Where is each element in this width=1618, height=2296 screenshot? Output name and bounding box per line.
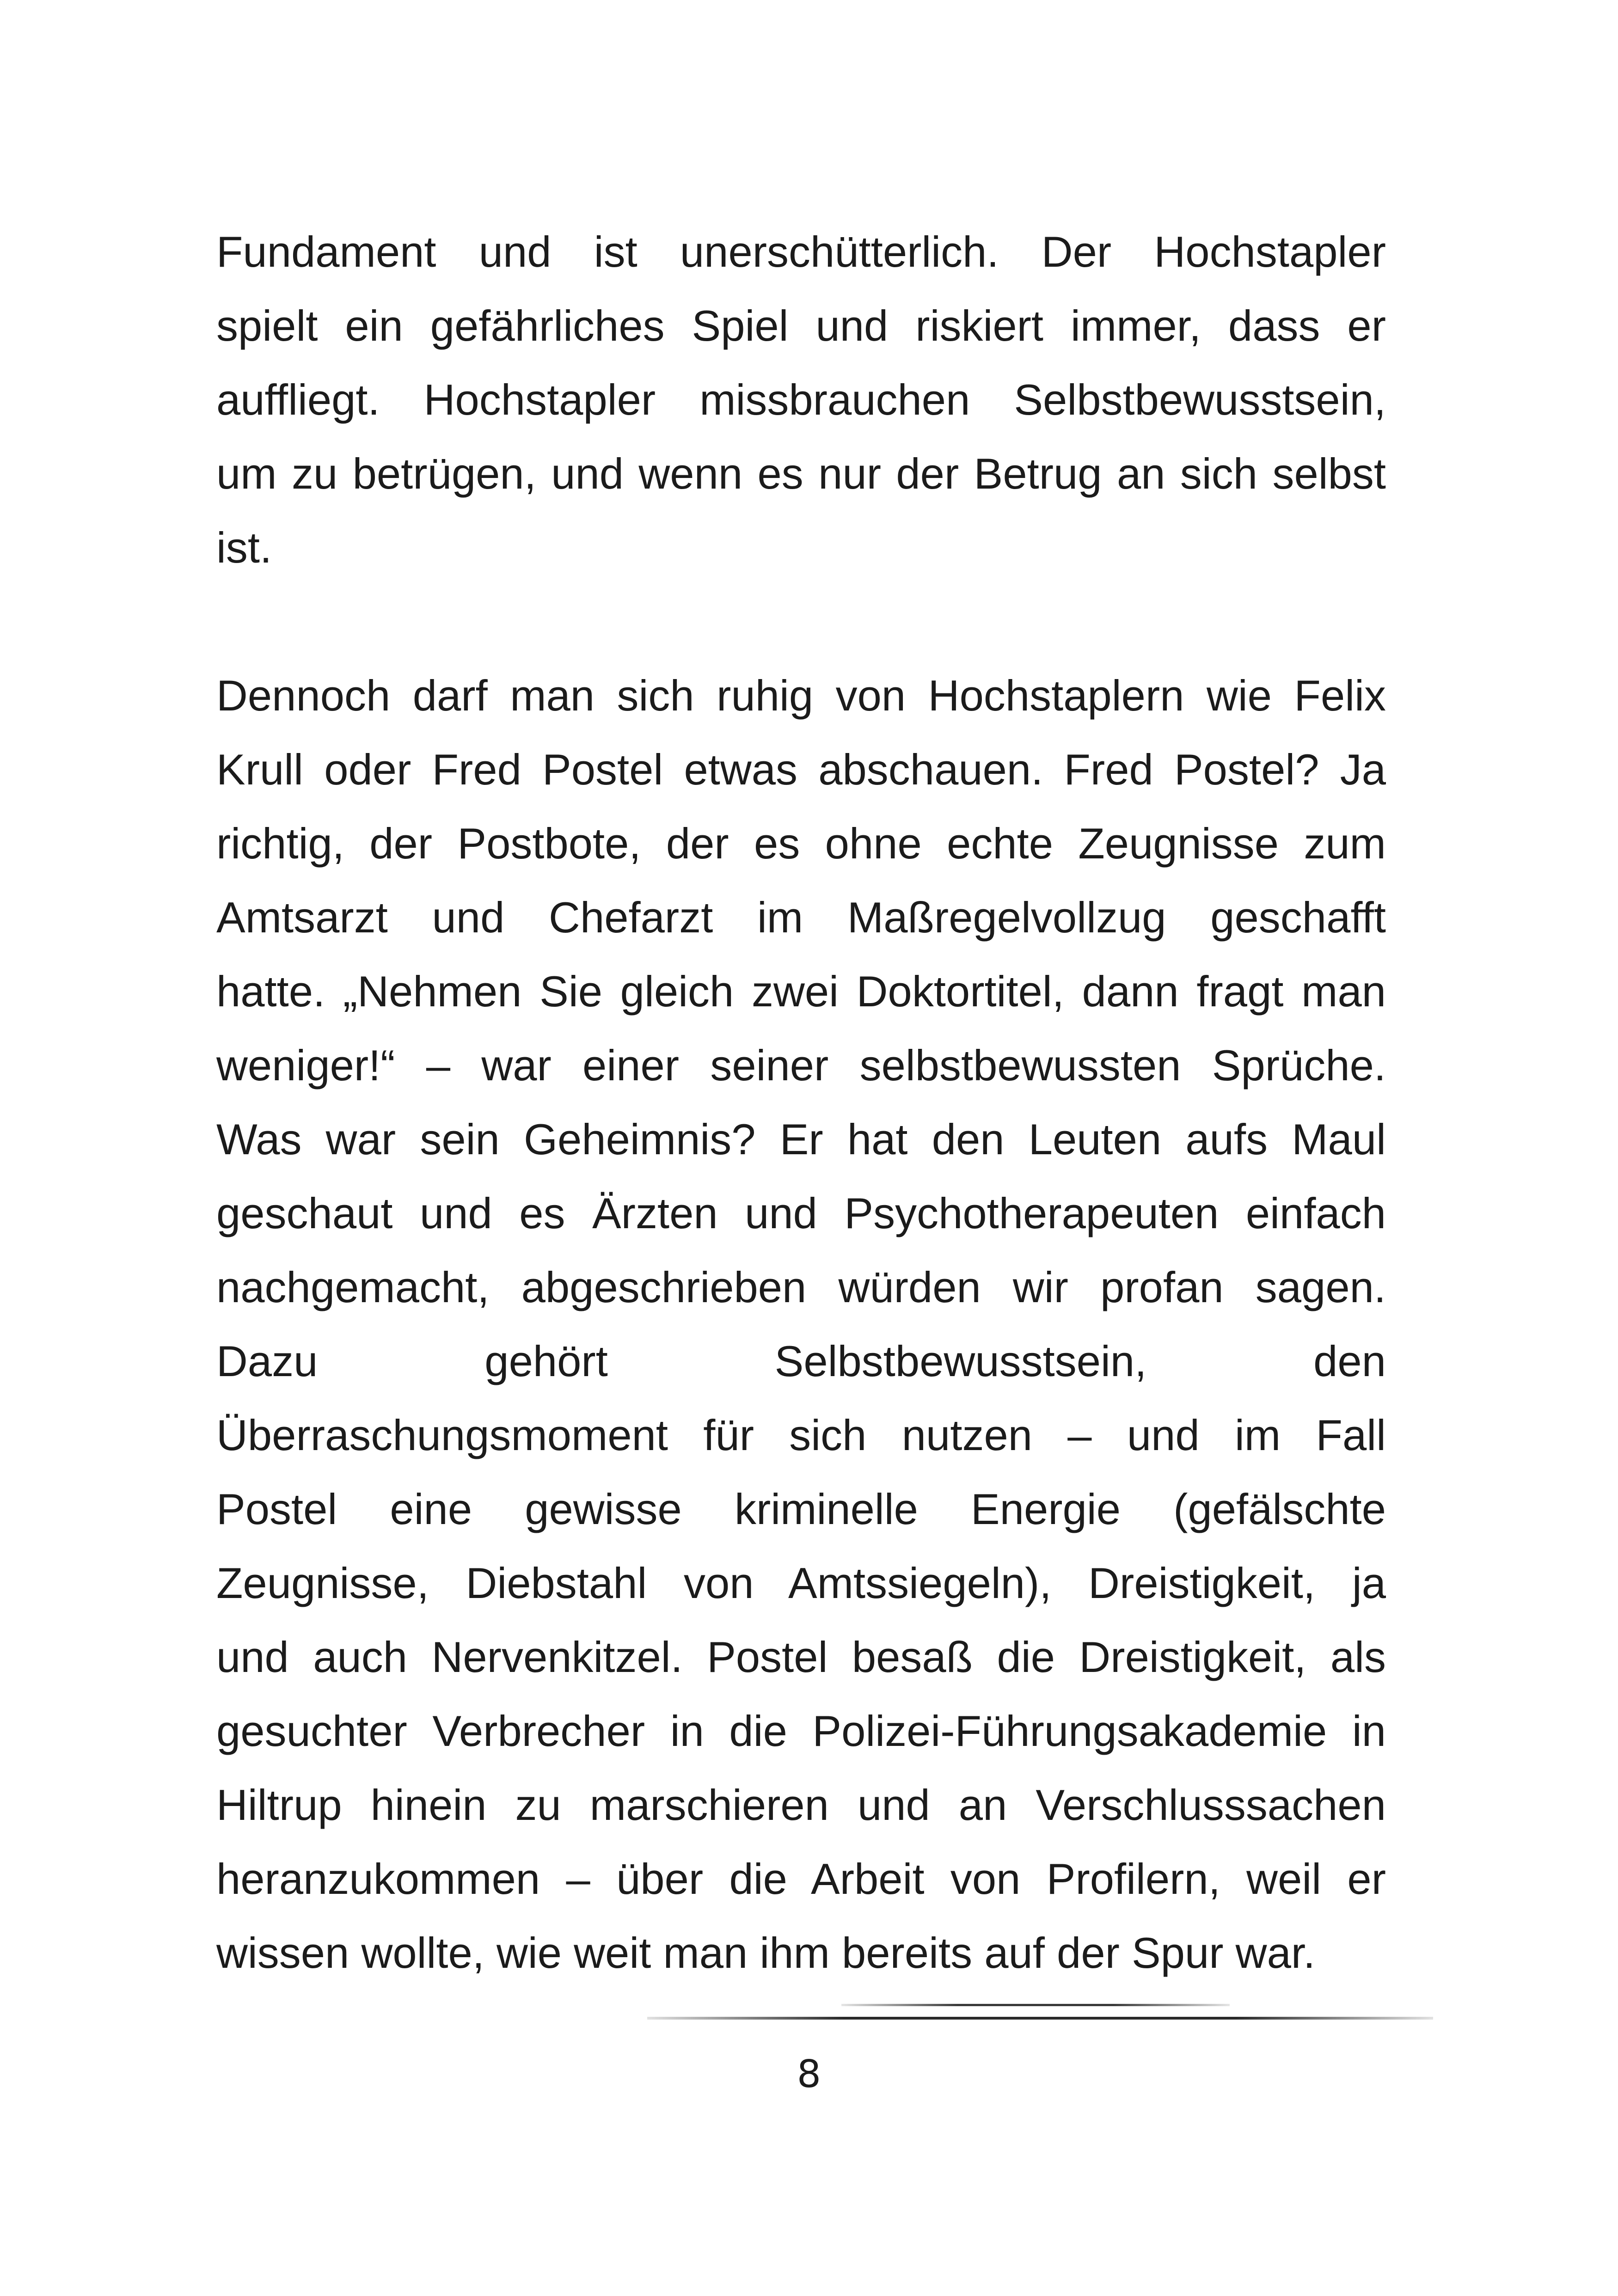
text-line: richtig, der Postbote, der es ohne echte Zeugnisse zum	[216, 819, 1386, 868]
text-line: wissen wollte, wie weit man ihm bereits auf der Spur war.	[216, 1929, 1316, 1977]
text-line: und auch Nervenkitzel. Postel besaß die Dreistigkeit, als	[216, 1633, 1386, 1681]
text-line: Überraschungsmoment für sich nutzen – und im Fall	[216, 1411, 1386, 1459]
text-line: Zeugnisse, Diebstahl von Amtssiegeln), Dreistigkeit, ja	[216, 1559, 1386, 1607]
paragraph-1	[216, 215, 1386, 585]
text-line: Hiltrup hinein zu marschieren und an Verschlusssachen	[216, 1781, 1386, 1829]
text-line: um zu betrügen, und wenn es nur der Betrug an sich selbst	[216, 449, 1386, 498]
text-line: Fundament und ist unerschütterlich. Der Hochstapler	[216, 227, 1386, 276]
text-line: nachgemacht, abgeschrieben würden wir profan sagen.	[216, 1263, 1386, 1311]
text-line: Postel eine gewisse kriminelle Energie (gefälschte	[216, 1485, 1386, 1533]
text-line: heranzukommen – über die Arbeit von Profilern, weil er	[216, 1855, 1386, 1903]
text-line: Dazu gehört Selbstbewusstsein, den	[216, 1337, 1386, 1385]
text-line: hatte. „Nehmen Sie gleich zwei Doktortitel, dann fragt man	[216, 967, 1386, 1016]
text-line: geschaut und es Ärzten und Psychotherapeuten einfach	[216, 1189, 1386, 1237]
text-line: auffliegt. Hochstapler missbrauchen Selbstbewusstsein,	[216, 375, 1386, 424]
text-line: ist.	[216, 523, 272, 572]
footer-divider-short-line	[841, 2004, 1230, 2006]
text-line: Was war sein Geheimnis? Er hat den Leuten aufs Maul	[216, 1115, 1386, 1163]
page-number: 8	[797, 2052, 821, 2096]
footer-divider-long-line	[647, 2017, 1433, 2020]
text-line: spielt ein gefährliches Spiel und riskiert immer, dass er	[216, 301, 1386, 350]
text-line: Dennoch darf man sich ruhig von Hochstaplern wie Felix	[216, 671, 1386, 720]
text-line: Amtsarzt und Chefarzt im Maßregelvollzug geschafft	[216, 893, 1386, 942]
text-line: gesuchter Verbrecher in die Polizei-Führungsakademie in	[216, 1707, 1386, 1755]
text-line: Krull oder Fred Postel etwas abschauen. Fred Postel? Ja	[216, 745, 1386, 794]
text-line: weniger!“ – war einer seiner selbstbewussten Sprüche.	[216, 1041, 1386, 1090]
paragraph-2	[216, 659, 1386, 1990]
footer-divider	[647, 2004, 1433, 2022]
